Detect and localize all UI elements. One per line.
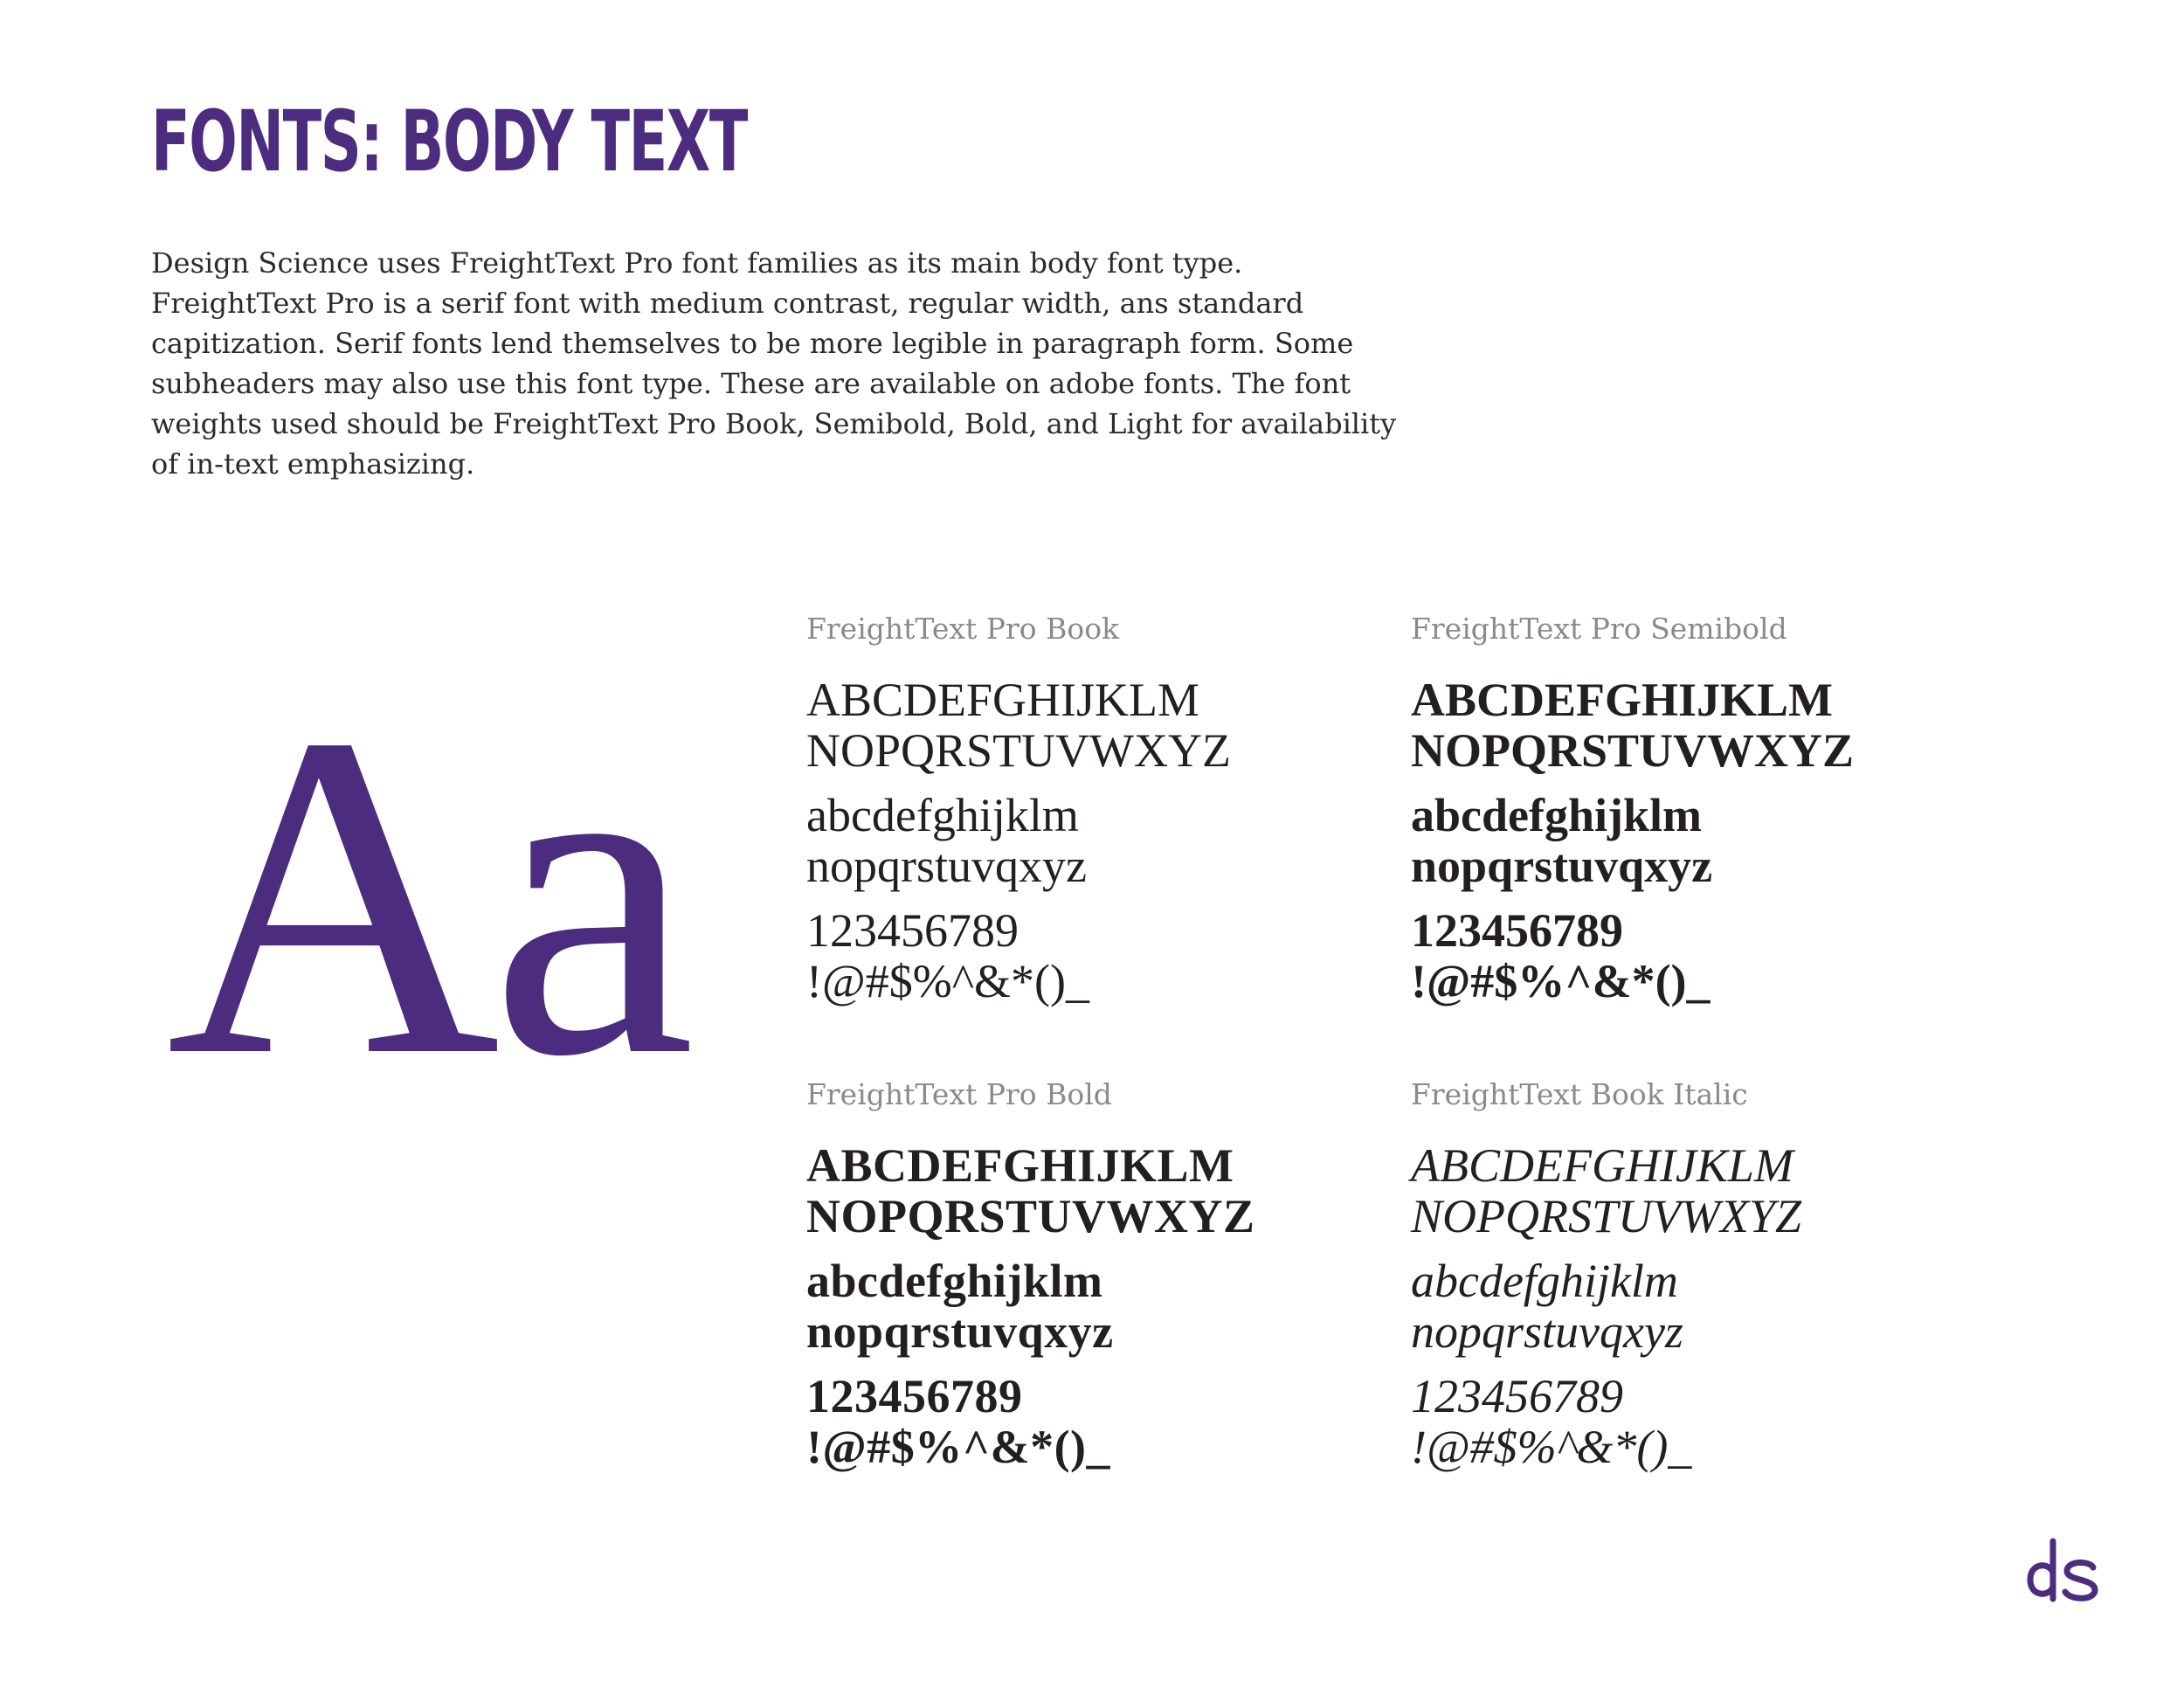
glyph-row-uppercase: NOPQRSTUVWXYZ	[806, 724, 1231, 777]
glyph-set-semibold	[1411, 675, 2022, 1007]
font-label-italic: FreightText Book Italic	[1411, 1077, 1748, 1111]
glyph-row-uppercase: ABCDEFGHIJKLM	[1411, 674, 1834, 726]
glyph-row-lowercase: abcdefghijklm	[1411, 789, 1703, 841]
ds-logo-icon	[2025, 1538, 2100, 1606]
intro-line: of in-text emphasizing.	[151, 447, 475, 481]
glyph-set-italic	[1411, 1140, 2022, 1472]
glyph-row-lowercase: abcdefghijklm	[806, 1255, 1103, 1307]
font-block-book	[806, 612, 1418, 1007]
intro-line: weights used should be FreightText Pro Book, Semibold, Bold, and Light for availability	[151, 407, 1397, 440]
glyph-row-uppercase: ABCDEFGHIJKLM	[806, 674, 1200, 726]
glyph-row-lowercase: abcdefghijklm	[806, 789, 1079, 841]
intro-line: FreightText Pro is a serif font with medium contrast, regular width, ans standard	[151, 287, 1304, 320]
intro-line: Design Science uses FreightText Pro font families as its main body font type.	[151, 246, 1243, 280]
glyph-row-uppercase: NOPQRSTUVWXYZ	[806, 1190, 1255, 1242]
glyph-row-symbols: !@#$%^&*()_	[1411, 955, 1711, 1007]
glyph-row-lowercase: nopqrstuvqxyz	[806, 840, 1087, 892]
glyph-row-lowercase: nopqrstuvqxyz	[1411, 840, 1713, 892]
font-label-semibold: FreightText Pro Semibold	[1411, 612, 1787, 646]
glyph-row-digits: 123456789	[1411, 904, 1623, 957]
glyph-row-uppercase: NOPQRSTUVWXYZ	[1411, 1190, 1802, 1242]
glyph-row-uppercase: NOPQRSTUVWXYZ	[1411, 724, 1855, 777]
page-title: FONTS: BODY TEXT	[151, 93, 748, 190]
glyph-row-uppercase: ABCDEFGHIJKLM	[806, 1139, 1234, 1192]
font-label-bold: FreightText Pro Bold	[806, 1077, 1112, 1111]
glyph-row-uppercase: ABCDEFGHIJKLM	[1411, 1139, 1794, 1192]
glyph-row-lowercase: nopqrstuvqxyz	[1411, 1305, 1683, 1358]
glyph-row-symbols: !@#$%^&*()_	[1411, 1421, 1692, 1473]
glyph-row-symbols: !@#$%^&*()_	[806, 1421, 1111, 1473]
glyph-row-lowercase: nopqrstuvqxyz	[806, 1305, 1114, 1358]
intro-paragraph	[151, 243, 1397, 484]
glyph-row-digits: 123456789	[1411, 1370, 1623, 1422]
glyph-set-book	[806, 675, 1418, 1007]
intro-line: capitization. Serif fonts lend themselves to be more legible in paragraph form. Some	[151, 327, 1354, 360]
glyph-row-digits: 123456789	[806, 1370, 1023, 1422]
font-block-italic	[1411, 1077, 2022, 1472]
font-label-book: FreightText Pro Book	[806, 612, 1120, 646]
glyph-set-bold	[806, 1140, 1418, 1472]
font-specimen-aa: Aa	[166, 639, 685, 1152]
font-block-bold	[806, 1077, 1418, 1472]
intro-line: subheaders may also use this font type. These are available on adobe fonts. The font	[151, 367, 1351, 400]
glyph-row-lowercase: abcdefghijklm	[1411, 1255, 1678, 1307]
font-block-semibold	[1411, 612, 2022, 1007]
glyph-row-digits: 123456789	[806, 904, 1019, 957]
glyph-row-symbols: !@#$%^&*()_	[806, 955, 1089, 1007]
